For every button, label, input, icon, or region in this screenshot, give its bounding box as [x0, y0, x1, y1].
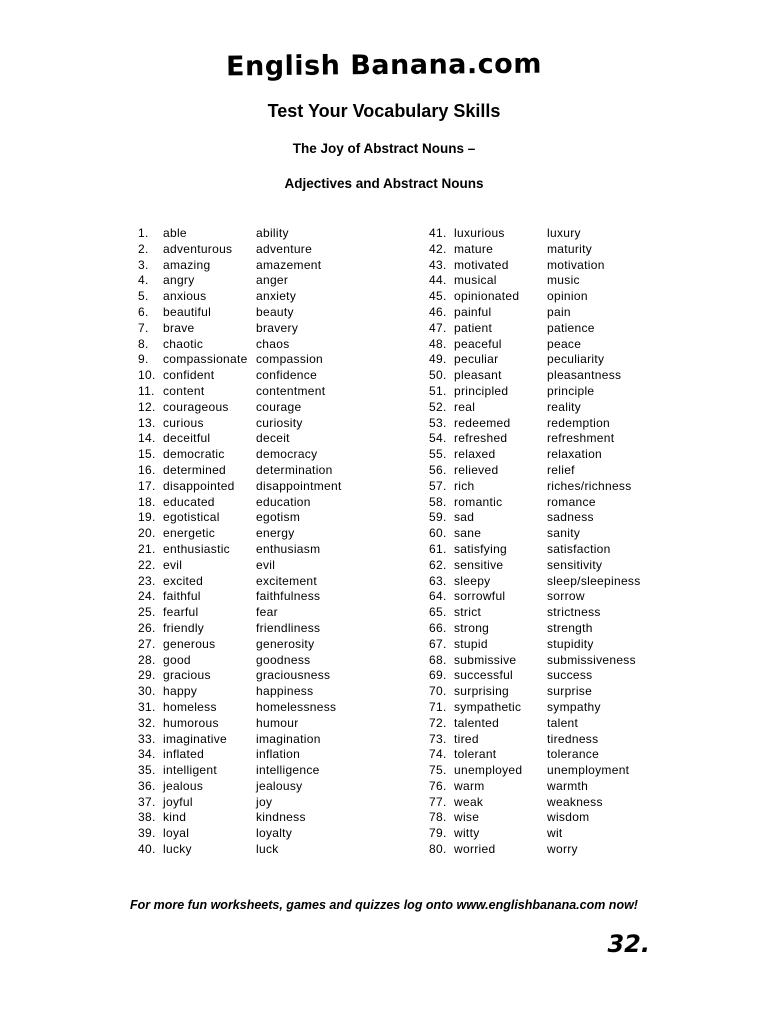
abstract-noun: anxiety — [256, 289, 297, 304]
word-number: 64. — [429, 589, 447, 604]
word-number: 12. — [138, 399, 156, 414]
abstract-noun: strictness — [547, 605, 601, 620]
word-number: 16. — [138, 462, 156, 477]
word-number: 58. — [429, 494, 447, 509]
adjective: educated — [163, 494, 215, 509]
word-number: 54. — [429, 431, 447, 446]
abstract-noun: evil — [256, 557, 276, 572]
adjective: faithful — [163, 589, 201, 604]
abstract-noun: patience — [547, 320, 595, 335]
abstract-noun: sympathy — [547, 699, 601, 714]
word-number: 69. — [429, 668, 447, 683]
abstract-noun: pleasantness — [547, 368, 622, 383]
adjective: curious — [163, 415, 204, 430]
abstract-noun: education — [256, 494, 311, 509]
adjective: adventurous — [163, 241, 233, 256]
word-number: 5. — [138, 289, 149, 304]
abstract-noun: confidence — [256, 368, 318, 383]
word-number: 50. — [429, 368, 447, 383]
abstract-noun: amazement — [256, 257, 322, 272]
adjective: disappointed — [163, 478, 235, 493]
adjective: musical — [454, 273, 497, 288]
adjective: sympathetic — [454, 699, 522, 714]
abstract-noun: chaos — [256, 336, 290, 351]
word-number: 37. — [138, 794, 156, 809]
adjective: anxious — [163, 289, 207, 304]
adjective: amazing — [163, 257, 211, 272]
abstract-noun: worry — [547, 842, 578, 857]
word-number: 30. — [138, 684, 156, 699]
adjective: surprising — [454, 684, 510, 699]
word-number: 15. — [138, 447, 156, 462]
word-number: 34. — [138, 747, 156, 762]
adjective: democratic — [163, 447, 225, 462]
word-number: 36. — [138, 778, 156, 793]
word-number: 70. — [429, 684, 447, 699]
word-number: 23. — [138, 573, 156, 588]
word-number: 52. — [429, 399, 447, 414]
adjective: sane — [454, 526, 482, 541]
adjective: intelligent — [163, 763, 218, 778]
adjective: chaotic — [163, 336, 204, 351]
word-number: 43. — [429, 257, 447, 272]
word-number: 55. — [429, 447, 447, 462]
abstract-noun: energy — [256, 526, 295, 541]
adjective: sleepy — [454, 573, 491, 588]
word-number: 72. — [429, 715, 447, 730]
adjective: tired — [454, 731, 479, 746]
abstract-noun: unemployment — [547, 763, 630, 778]
abstract-noun: talent — [547, 715, 579, 730]
abstract-noun: warmth — [547, 778, 589, 793]
abstract-noun: weakness — [547, 794, 603, 809]
adjective: deceitful — [163, 431, 211, 446]
abstract-noun: faithfulness — [256, 589, 321, 604]
abstract-noun: refreshment — [547, 431, 615, 446]
adjective: witty — [454, 826, 480, 841]
abstract-noun: courage — [256, 399, 302, 414]
word-number: 18. — [138, 494, 156, 509]
adjective: joyful — [163, 794, 193, 809]
word-number: 27. — [138, 636, 156, 651]
word-number: 41. — [429, 226, 447, 240]
word-number: 9. — [138, 352, 149, 367]
word-number: 44. — [429, 273, 447, 288]
abstract-noun: luxury — [547, 226, 581, 240]
adjective: mature — [454, 241, 494, 256]
word-number: 80. — [429, 842, 447, 857]
adjective: talented — [454, 715, 500, 730]
adjective: excited — [163, 573, 204, 588]
adjective: patient — [454, 320, 493, 335]
abstract-noun: wit — [547, 826, 563, 841]
adjective: refreshed — [454, 431, 508, 446]
adjective: determined — [163, 462, 227, 477]
adjective: compassionate — [163, 352, 248, 367]
adjective: brave — [163, 320, 195, 335]
word-number: 68. — [429, 652, 447, 667]
word-number: 19. — [138, 510, 156, 525]
abstract-noun: sanity — [547, 526, 581, 541]
word-number: 2. — [138, 241, 149, 256]
adjective: peculiar — [454, 352, 499, 367]
abstract-noun: disappointment — [256, 478, 342, 493]
word-number: 38. — [138, 810, 156, 825]
adjective: submissive — [454, 652, 517, 667]
word-number: 35. — [138, 763, 156, 778]
word-number: 13. — [138, 415, 156, 430]
abstract-noun: humour — [256, 715, 299, 730]
word-number: 62. — [429, 557, 447, 572]
adjective: strict — [454, 605, 482, 620]
adjective: pleasant — [454, 368, 502, 383]
abstract-noun: motivation — [547, 257, 605, 272]
abstract-noun: satisfaction — [547, 541, 611, 556]
adjective: sorrowful — [454, 589, 506, 604]
section-heading: Adjectives and Abstract Nouns — [284, 176, 484, 191]
word-number: 14. — [138, 431, 156, 446]
word-number: 49. — [429, 352, 447, 367]
abstract-noun: success — [547, 668, 593, 683]
adjective: relieved — [454, 462, 499, 477]
abstract-noun: friendliness — [256, 620, 321, 635]
adjective: worried — [454, 842, 496, 857]
word-number: 29. — [138, 668, 156, 683]
word-number: 40. — [138, 842, 156, 857]
adjective: confident — [163, 368, 215, 383]
adjective: angry — [163, 273, 195, 288]
page-number: 32. — [607, 930, 650, 958]
word-number: 10. — [138, 368, 156, 383]
word-number: 33. — [138, 731, 156, 746]
adjective: stupid — [454, 636, 488, 651]
abstract-noun: sleep/sleepiness — [547, 573, 641, 588]
adjective: redeemed — [454, 415, 511, 430]
adjective: good — [163, 652, 191, 667]
abstract-noun: egotism — [256, 510, 301, 525]
abstract-noun: music — [547, 273, 580, 288]
word-number: 61. — [429, 541, 447, 556]
abstract-noun: tolerance — [547, 747, 600, 762]
word-number: 20. — [138, 526, 156, 541]
adjective: generous — [163, 636, 216, 651]
abstract-noun: relaxation — [547, 447, 603, 462]
adjective: courageous — [163, 399, 229, 414]
word-number: 78. — [429, 810, 447, 825]
adjective: motivated — [454, 257, 509, 272]
adjective: humorous — [163, 715, 219, 730]
adjective: beautiful — [163, 304, 212, 319]
abstract-noun: surprise — [547, 684, 593, 699]
adjective: inflated — [163, 747, 205, 762]
abstract-noun: excitement — [256, 573, 318, 588]
word-number: 7. — [138, 320, 149, 335]
word-number: 1. — [138, 226, 149, 240]
adjective: rich — [454, 478, 475, 493]
adjective: satisfying — [454, 541, 508, 556]
abstract-noun: determination — [256, 462, 333, 477]
word-number: 28. — [138, 652, 156, 667]
word-number: 4. — [138, 273, 149, 288]
word-number: 73. — [429, 731, 447, 746]
abstract-noun: bravery — [256, 320, 299, 335]
abstract-noun: homelessness — [256, 699, 337, 714]
adjective: content — [163, 383, 205, 398]
adjective: friendly — [163, 620, 205, 635]
abstract-noun: relief — [547, 462, 575, 477]
word-number: 56. — [429, 462, 447, 477]
adjective: happy — [163, 684, 198, 699]
adjective: wise — [454, 810, 480, 825]
adjective: able — [163, 226, 187, 240]
abstract-noun: sorrow — [547, 589, 585, 604]
abstract-noun: peace — [547, 336, 582, 351]
word-number: 39. — [138, 826, 156, 841]
adjective: strong — [454, 620, 490, 635]
word-number: 67. — [429, 636, 447, 651]
word-number: 57. — [429, 478, 447, 493]
adjective: unemployed — [454, 763, 523, 778]
abstract-noun: wisdom — [547, 810, 590, 825]
adjective: painful — [454, 304, 492, 319]
word-number: 25. — [138, 605, 156, 620]
adjective: tolerant — [454, 747, 497, 762]
abstract-noun: curiosity — [256, 415, 303, 430]
abstract-noun: pain — [547, 304, 571, 319]
abstract-noun: joy — [256, 794, 273, 809]
word-number: 63. — [429, 573, 447, 588]
word-number: 8. — [138, 336, 149, 351]
word-number: 21. — [138, 541, 156, 556]
abstract-noun: tiredness — [547, 731, 599, 746]
abstract-noun: sensitivity — [547, 557, 603, 572]
word-number: 53. — [429, 415, 447, 430]
site-logo: English Banana.com — [225, 48, 543, 83]
adjective: gracious — [163, 668, 211, 683]
word-number: 45. — [429, 289, 447, 304]
word-number: 6. — [138, 304, 149, 319]
word-number: 74. — [429, 747, 447, 762]
word-number: 59. — [429, 510, 447, 525]
adjective: lucky — [163, 842, 192, 857]
abstract-noun: deceit — [256, 431, 290, 446]
abstract-noun: romance — [547, 494, 596, 509]
adjective: opinionated — [454, 289, 520, 304]
word-number: 32. — [138, 715, 156, 730]
adjective: energetic — [163, 526, 216, 541]
word-number: 42. — [429, 241, 447, 256]
page-title: Test Your Vocabulary Skills — [267, 101, 501, 121]
abstract-noun: generosity — [256, 636, 315, 651]
adjective: loyal — [163, 826, 190, 841]
abstract-noun: imagination — [256, 731, 321, 746]
word-number: 51. — [429, 383, 447, 398]
adjective: sad — [454, 510, 475, 525]
word-number: 71. — [429, 699, 447, 714]
abstract-noun: inflation — [256, 747, 301, 762]
abstract-noun: fear — [256, 605, 278, 620]
adjective: enthusiastic — [163, 541, 230, 556]
abstract-noun: democracy — [256, 447, 318, 462]
abstract-noun: reality — [547, 399, 582, 414]
adjective: sensitive — [454, 557, 504, 572]
footer-note: For more fun worksheets, games and quizzes log onto www.englishbanana.com now! — [130, 898, 638, 912]
word-number: 48. — [429, 336, 447, 351]
word-number: 11. — [138, 383, 155, 398]
abstract-noun: sadness — [547, 510, 594, 525]
adjective: imaginative — [163, 731, 227, 746]
word-number: 66. — [429, 620, 447, 635]
word-number: 75. — [429, 763, 447, 778]
abstract-noun: graciousness — [256, 668, 331, 683]
abstract-noun: contentment — [256, 383, 326, 398]
adjective: kind — [163, 810, 187, 825]
word-number: 22. — [138, 557, 156, 572]
abstract-noun: peculiarity — [547, 352, 605, 367]
word-number: 76. — [429, 778, 447, 793]
adjective: fearful — [163, 605, 199, 620]
abstract-noun: kindness — [256, 810, 306, 825]
word-number: 46. — [429, 304, 447, 319]
abstract-noun: riches/richness — [547, 478, 632, 493]
adjective: successful — [454, 668, 514, 683]
abstract-noun: goodness — [256, 652, 311, 667]
abstract-noun: strength — [547, 620, 593, 635]
word-number: 79. — [429, 826, 447, 841]
word-number: 24. — [138, 589, 156, 604]
adjective: jealous — [163, 778, 204, 793]
adjective: principled — [454, 383, 509, 398]
adjective: romantic — [454, 494, 503, 509]
abstract-noun: redemption — [547, 415, 611, 430]
adjective: real — [454, 399, 476, 414]
abstract-noun: happiness — [256, 684, 314, 699]
adjective: evil — [163, 557, 183, 572]
abstract-noun: opinion — [547, 289, 588, 304]
abstract-noun: enthusiasm — [256, 541, 321, 556]
adjective: relaxed — [454, 447, 496, 462]
abstract-noun: loyalty — [256, 826, 293, 841]
abstract-noun: principle — [547, 383, 595, 398]
abstract-noun: beauty — [256, 304, 294, 319]
abstract-noun: ability — [256, 226, 289, 240]
adjective: weak — [454, 794, 484, 809]
word-number: 26. — [138, 620, 156, 635]
word-number: 47. — [429, 320, 447, 335]
abstract-noun: stupidity — [547, 636, 594, 651]
adjective: peaceful — [454, 336, 502, 351]
abstract-noun: intelligence — [256, 763, 320, 778]
word-number: 77. — [429, 794, 447, 809]
abstract-noun: adventure — [256, 241, 313, 256]
word-number: 65. — [429, 605, 447, 620]
adjective: luxurious — [454, 226, 505, 240]
word-number: 3. — [138, 257, 149, 272]
abstract-noun: luck — [256, 842, 279, 857]
adjective: egotistical — [163, 510, 220, 525]
abstract-noun: anger — [256, 273, 289, 288]
abstract-noun: submissiveness — [547, 652, 636, 667]
abstract-noun: compassion — [256, 352, 324, 367]
word-number: 17. — [138, 478, 156, 493]
page-subtitle: The Joy of Abstract Nouns – — [292, 141, 476, 156]
adjective: homeless — [163, 699, 217, 714]
adjective: warm — [454, 778, 485, 793]
abstract-noun: maturity — [547, 241, 593, 256]
abstract-noun: jealousy — [256, 778, 303, 793]
word-number: 31. — [138, 699, 156, 714]
word-number: 60. — [429, 526, 447, 541]
